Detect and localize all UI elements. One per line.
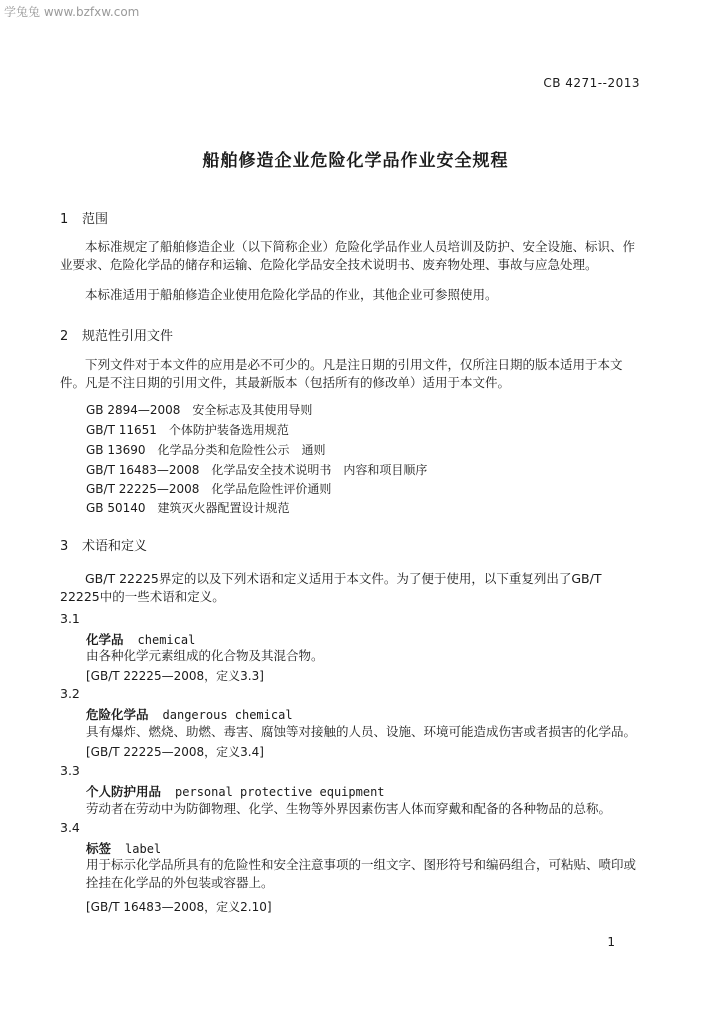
term-chinese: 危险化学品: [86, 707, 149, 722]
term-number: 3.3: [60, 763, 80, 778]
document-title: 船舶修造企业危险化学品作业安全规程: [202, 151, 509, 171]
reference-item: GB 13690 化学品分类和危险性公示 通则: [86, 443, 326, 457]
term-source: [GB/T 22225—2008，定义3.3]: [86, 669, 264, 683]
watermark: 学兔兔 www.bzfxw.com: [4, 5, 140, 19]
term-heading: [86, 839, 161, 857]
term-definition: 由各种化学元素组成的化合物及其混合物。: [86, 648, 324, 663]
term-heading: [86, 630, 195, 648]
section-title: 范围: [82, 212, 109, 227]
section-title: 规范性引用文件: [82, 329, 174, 344]
term-source: [GB/T 16483—2008，定义2.10]: [86, 900, 272, 914]
section-number: 3: [60, 539, 69, 554]
term-heading: [86, 782, 385, 800]
term-english: label: [125, 842, 162, 856]
section-number: 1: [60, 212, 69, 227]
reference-item: GB/T 22225—2008 化学品危险性评价通则: [86, 482, 332, 496]
section-title: 术语和定义: [82, 539, 148, 554]
section-1-heading: [60, 208, 108, 227]
term-source: [GB/T 22225—2008，定义3.4]: [86, 745, 264, 759]
section-1-paragraph-2: 本标准适用于船舶修造企业使用危险化学品的作业，其他企业可参照使用。: [85, 287, 498, 302]
section-3-heading: [60, 535, 147, 554]
term-number: 3.2: [60, 686, 80, 701]
section-number: 2: [60, 329, 69, 344]
standard-code: CB 4271--2013: [543, 76, 640, 90]
term-definition: 劳动者在劳动中为防御物理、化学、生物等外界因素伤害人体而穿戴和配备的各种物品的总称。: [86, 801, 612, 816]
section-2-paragraph-1: 下列文件对于本文件的应用是必不可少的。凡是注日期的引用文件，仅所注日期的版本适用于本文件。凡是不注日期的引用文件，其最新版本（包括所有的修改单）适用于本文件。: [60, 357, 623, 390]
reference-item: GB 2894—2008 安全标志及其使用导则: [86, 403, 313, 417]
reference-item: GB/T 16483—2008 化学品安全技术说明书 内容和项目顺序: [86, 463, 428, 477]
reference-item: GB/T 11651 个体防护装备选用规范: [86, 423, 289, 437]
term-chinese: 个人防护用品: [86, 784, 162, 799]
term-chinese: 化学品: [86, 632, 124, 647]
section-1-paragraph-1: 本标准规定了船舶修造企业（以下简称企业）危险化学品作业人员培训及防护、安全设施、标识、作业要求、危险化学品的储存和运输、危险化学品安全技术说明书、废弃物处理、事故与应急处理。: [60, 239, 636, 272]
term-number: 3.1: [60, 611, 80, 626]
term-english: dangerous chemical: [162, 708, 293, 722]
term-heading: [86, 705, 293, 723]
term-english: chemical: [137, 633, 196, 647]
term-english: personal protective equipment: [175, 785, 385, 799]
term-number: 3.4: [60, 820, 80, 835]
page-number: 1: [607, 935, 615, 949]
section-2-heading: [60, 325, 173, 344]
term-definition: 具有爆炸、燃烧、助燃、毒害、腐蚀等对接触的人员、设施、环境可能造成伤害或者损害的化学品。: [86, 724, 637, 739]
term-definition: 用于标示化学品所具有的危险性和安全注意事项的一组文字、图形符号和编码组合，可粘贴、喷印或拴挂在化学品的外包装或容器上。: [86, 857, 637, 890]
reference-item: GB 50140 建筑灭火器配置设计规范: [86, 501, 290, 515]
section-3-paragraph-1: GB/T 22225界定的以及下列术语和定义适用于本文件。为了便于使用，以下重复列出了GB/T 22225中的一些术语和定义。: [60, 571, 602, 604]
term-chinese: 标签: [86, 841, 112, 856]
